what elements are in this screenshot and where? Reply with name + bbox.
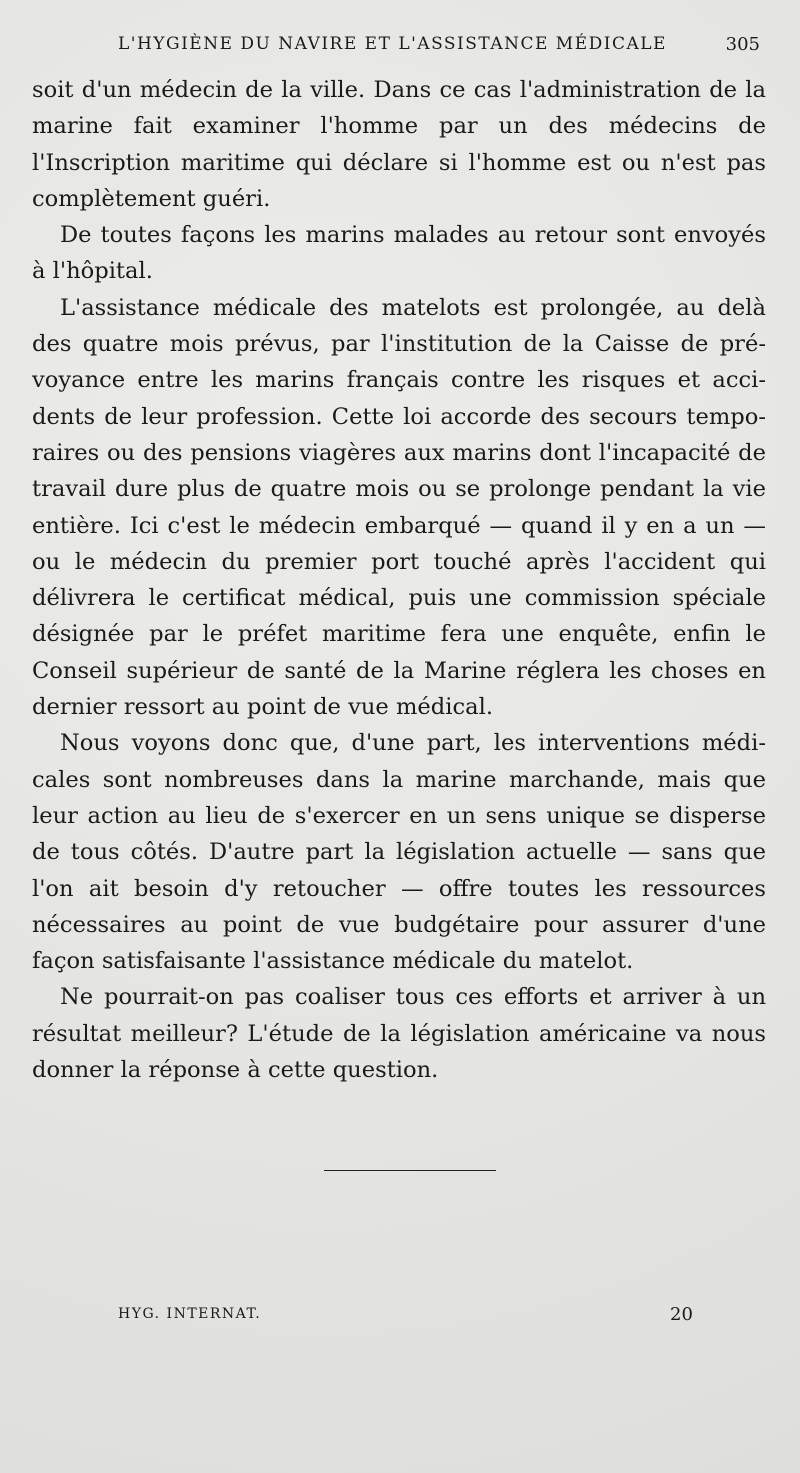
paragraph-continued: soit d'un médecin de la ville. Dans ce cas l'administration de la marine fait examiner l'homme par un des médecins de l'Inscription maritime qui déclare si l'homme est ou n'est pas complètement guéri.: [32, 77, 766, 212]
paragraph: Ne pourrait-on pas coaliser tous ces efforts et arriver à un résultat meilleur? L'étude de la législation américaine va nous donner la réponse à cette question.: [32, 984, 766, 1084]
sheet-number: 20: [670, 1304, 693, 1325]
page-number: 305: [725, 34, 760, 55]
page-footer: [0, 1306, 800, 1330]
body-text: [32, 72, 766, 1088]
section-end-rule: [324, 1170, 496, 1171]
running-header: [0, 34, 800, 58]
printer-signature: HYG. INTERNAT.: [118, 1306, 262, 1322]
paragraph: L'assistance médicale des matelots est prolongée, au delà des quatre mois prévus, par l'institution de la Caisse de prévoyance entre les marins français contre les risques et accidents de leur profession. Cette loi accorde des secours temporaires ou des pensions viagères aux marins dont l'incapacité de travail dure plus de quatre mois ou se prolonge pendant la vie entière. Ici c'est le médecin embarqué — quand il y en a un — ou le médecin du premier port touché après l'accident qui délivrera le certificat médical, puis une commission spéciale désignée par le préfet maritime fera une enquête, enfin le Conseil supérieur de santé de la Marine réglera les choses en dernier ressort au point de vue médical.: [32, 294, 766, 721]
paragraph: Nous voyons donc que, d'une part, les interventions médicales sont nombreuses dans la marine marchande, mais que leur action au lieu de s'exercer en un sens unique se disperse de tous côtés. D'autre part la législation actuelle — sans que l'on ait besoin d'y retoucher — offre toutes les ressources nécessaires au point de vue budgétaire pour assurer d'une façon satisfaisante l'assistance médicale du matelot.: [32, 730, 766, 975]
running-title: L'HYGIÈNE DU NAVIRE ET L'ASSISTANCE MÉDICALE: [118, 34, 667, 54]
paragraph: De toutes façons les marins malades au retour sont envoyés à l'hôpital.: [32, 222, 766, 285]
